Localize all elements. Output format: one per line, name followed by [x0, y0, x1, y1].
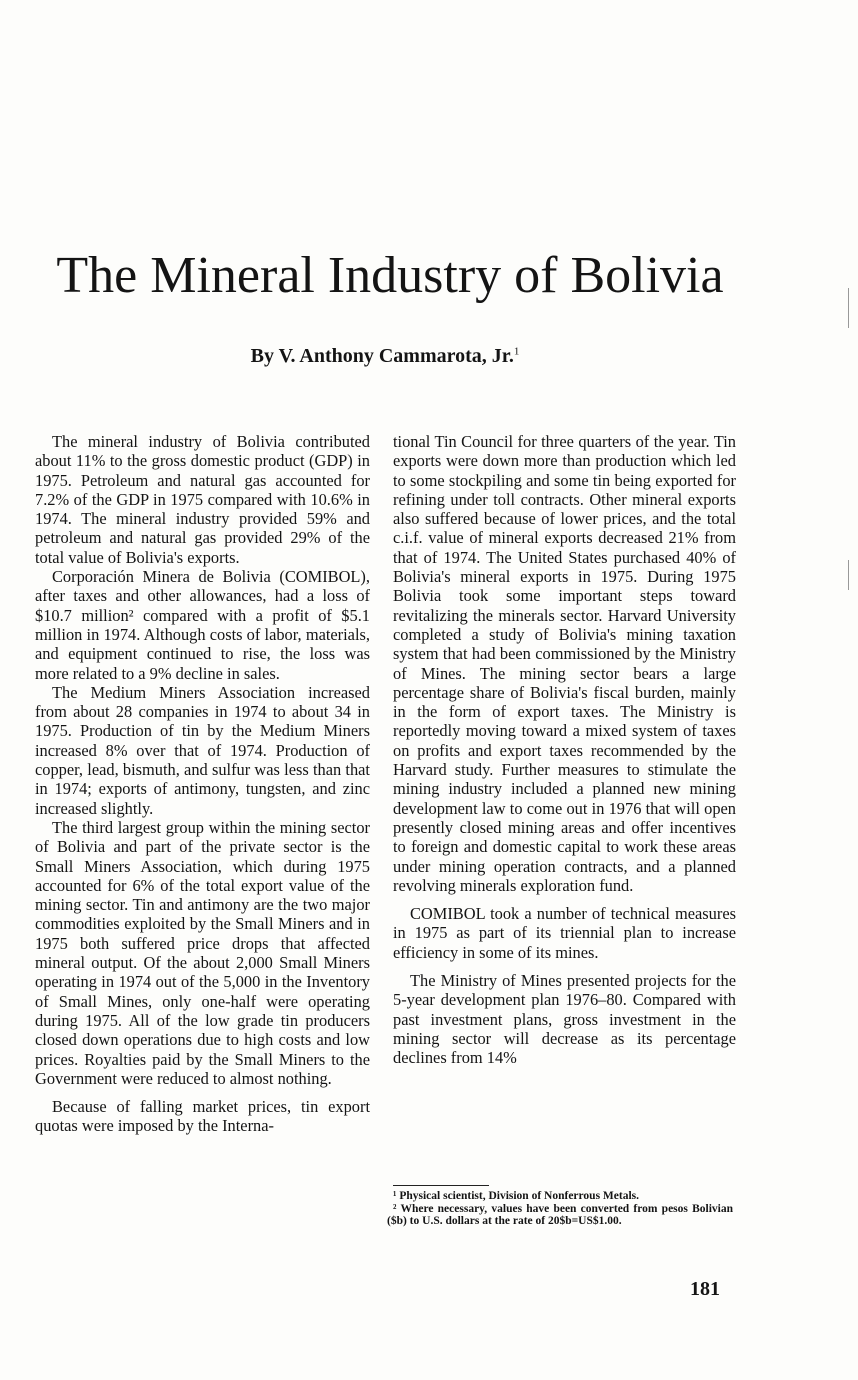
paragraph: The Ministry of Mines presented projects for the 5-year development plan 1976–80. Compared with past investment plans, gross investment in the mining sector will decrease as its percentage declines from 14%: [393, 971, 736, 1068]
paragraph: The mineral industry of Bolivia contributed about 11% to the gross domestic product (GDP) in 1975. Petroleum and natural gas accounted for 7.2% of the GDP in 1975 compared with 10.6% in 1974. The mineral industry provided 59% and petroleum and natural gas provided 29% of the total value of Bolivia's exports.: [35, 432, 370, 567]
paragraph: Because of falling market prices, tin export quotas were imposed by the Interna-: [35, 1097, 370, 1136]
footnotes: [387, 1190, 733, 1228]
margin-mark: [848, 560, 849, 590]
footnote: ¹ Physical scientist, Division of Nonferrous Metals.: [393, 1190, 639, 1202]
author-footnote-ref: 1: [513, 345, 520, 358]
author-byline: [0, 345, 770, 368]
paragraph: Corporación Minera de Bolivia (COMIBOL), after taxes and other allowances, had a loss of $10.7 million² compared with a profit of $5.1 million in 1974. Although costs of labor, materials, and equipment continued to rise, the loss was more related to a 9% decline in sales.: [35, 567, 370, 683]
right-column: [393, 432, 736, 1068]
paragraph: The Medium Miners Association increased from about 28 companies in 1974 to about 34 in 1975. Production of tin by the Medium Miners increased 8% over that of 1974. Production of copper, lead, bismuth, and sulfur was less than that in 1974; exports of antimony, tungsten, and zinc increased slightly.: [35, 682, 370, 818]
left-column: [35, 432, 370, 1136]
margin-mark: [848, 288, 849, 328]
paragraph: COMIBOL took a number of technical measures in 1975 as part of its triennial plan to increase efficiency in some of its mines.: [393, 904, 736, 962]
article-title: The Mineral Industry of Bolivia: [56, 247, 724, 304]
paragraph: The third largest group within the mining sector of Bolivia and part of the private sector is the Small Miners Association, which during 1975 accounted for 6% of the total export value of the mining sector. Tin and antimony are the two major commodities exploited by the Small Miners and in 1975 both suffered price drops that affected mineral output. Of the about 2,000 Small Miners operating in 1974 out of the 5,000 in the Inventory of Small Mines, only one-half were operating during 1975. All of the low grade tin producers closed down operations due to high costs and low prices. Royalties paid by the Small Miners to the Government were reduced to almost nothing.: [35, 817, 370, 1088]
author-name: By V. Anthony Cammarota, Jr.: [250, 345, 514, 367]
footnote-divider: [393, 1185, 489, 1186]
page-number: 181: [690, 1278, 720, 1300]
footnote: ² Where necessary, values have been converted from pesos Bolivian ($b) to U.S. dollars at the rate of 20$b=US$1.00.: [387, 1202, 733, 1227]
paragraph: tional Tin Council for three quarters of the year. Tin exports were down more than production which led to some stockpiling and some tin being exported for refining under toll contracts. Other mineral exports also suffered because of lower prices, and the total c.i.f. value of mineral exports decreased 21% from that of 1974. The United States purchased 40% of Bolivia's mineral exports in 1975. During 1975 Bolivia took some important steps toward revitalizing the minerals sector. Harvard University completed a study of Bolivia's mining taxation system that had been commissioned by the Ministry of Mines. The mining sector bears a large percentage share of Bolivia's fiscal burden, mainly in the form of export taxes. The Ministry is reportedly moving toward a mixed system of taxes on profits and export taxes recommended by the Harvard study. Further measures to stimulate the mining industry included a planned new mining development law to come out in 1976 that will open presently closed mining areas and offer incentives to foreign and domestic capital to work these areas under mining operation contracts, and a planned revolving minerals exploration fund.: [393, 432, 736, 895]
